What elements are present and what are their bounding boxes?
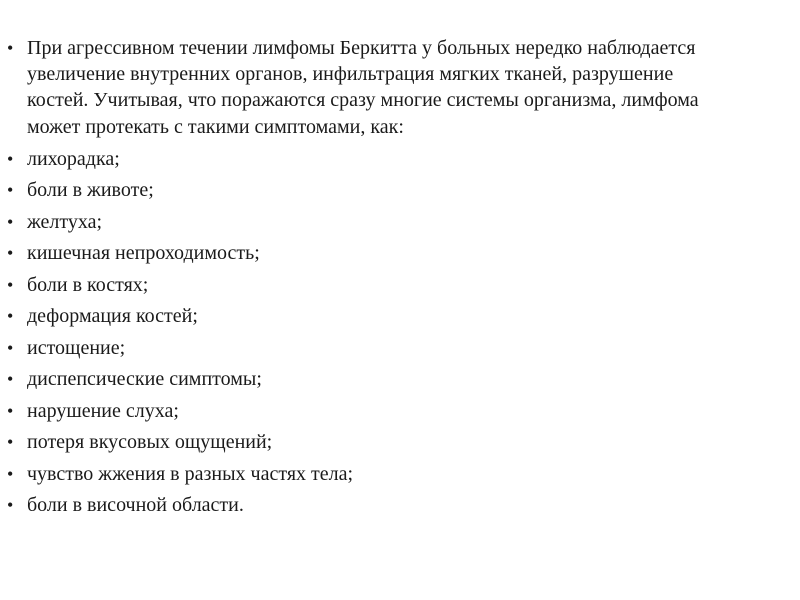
bullet-icon: • bbox=[7, 432, 14, 453]
bullet-icon: • bbox=[7, 180, 14, 201]
bullet-text: боли в животе; bbox=[27, 179, 154, 202]
bullet-text: боли в височной области. bbox=[27, 494, 244, 517]
bullet-item bbox=[7, 335, 767, 361]
bullet-item-intro bbox=[7, 35, 727, 140]
bullet-text: потеря вкусовых ощущений; bbox=[27, 431, 273, 454]
bullet-icon: • bbox=[7, 306, 14, 327]
bullet-icon: • bbox=[7, 463, 14, 484]
bullet-item bbox=[7, 303, 767, 329]
bullet-item bbox=[7, 209, 767, 235]
bullet-text: нарушение слуха; bbox=[27, 399, 179, 422]
bullet-item bbox=[7, 429, 767, 455]
bullet-text: желтуха; bbox=[27, 210, 103, 233]
bullet-item bbox=[7, 240, 767, 266]
bullet-text: лихорадка; bbox=[27, 147, 120, 170]
bullet-icon: • bbox=[7, 148, 14, 169]
bullet-item bbox=[7, 146, 767, 172]
bullet-icon: • bbox=[7, 495, 14, 516]
bullet-item bbox=[7, 366, 767, 392]
bullet-list bbox=[7, 35, 767, 524]
bullet-icon: • bbox=[7, 400, 14, 421]
bullet-icon: • bbox=[7, 369, 14, 390]
bullet-text: истощение; bbox=[27, 336, 126, 359]
bullet-item bbox=[7, 398, 767, 424]
bullet-icon: • bbox=[7, 38, 14, 58]
bullet-text: деформация костей; bbox=[27, 305, 198, 328]
bullet-icon: • bbox=[7, 211, 14, 232]
bullet-text: чувство жжения в разных частях тела; bbox=[27, 462, 354, 485]
bullet-item bbox=[7, 177, 767, 203]
bullet-item bbox=[7, 272, 767, 298]
bullet-icon: • bbox=[7, 274, 14, 295]
bullet-text: боли в костях; bbox=[27, 273, 149, 296]
bullet-item bbox=[7, 461, 767, 487]
bullet-text: При агрессивном течении лимфомы Беркитта у больных нередко наблюдается увеличение внутренних органов, инфильтрация мягких тканей, разрушение костей. Учитывая, что поражаются сразу многие системы организма, лимфома может протекать с такими симптомами, как: bbox=[27, 37, 699, 138]
bullet-text: диспепсические симптомы; bbox=[27, 368, 262, 391]
bullet-text: кишечная непроходимость; bbox=[27, 242, 260, 265]
bullet-icon: • bbox=[7, 243, 14, 264]
bullet-item bbox=[7, 492, 767, 518]
bullet-icon: • bbox=[7, 337, 14, 358]
